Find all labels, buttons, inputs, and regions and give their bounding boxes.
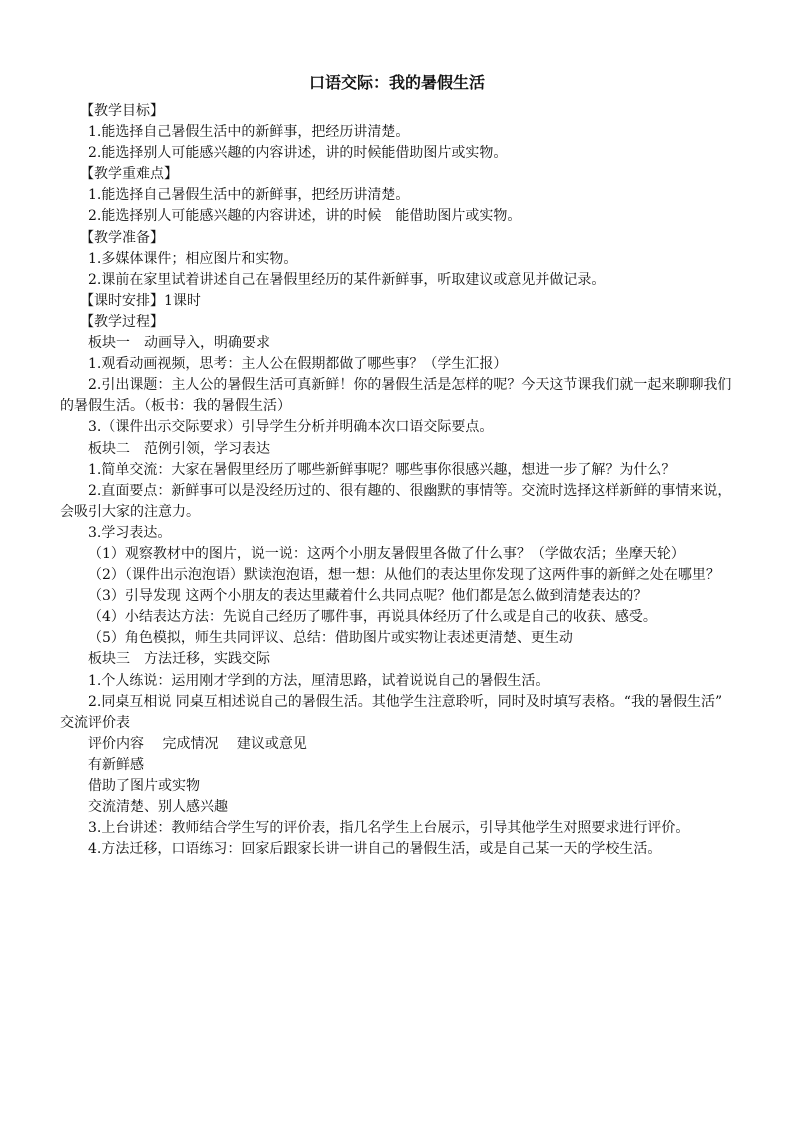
paragraph-line: （3）引导发现 这两个小朋友的表达里藏着什么共同点呢？他们都是怎么做到清楚表达的？ [88, 588, 648, 605]
paragraph-line: 板块一 动画导入，明确要求 [88, 335, 270, 352]
document-title: 口语交际：我的暑假生活 [308, 73, 485, 92]
paragraph-line: 1.多媒体课件；相应图片和实物。 [88, 250, 298, 267]
paragraph-line: （1）观察教材中的图片，说一说：这两个小朋友暑假里各做了什么事？（学做农活；坐摩天轮） [88, 545, 685, 562]
paragraph-line: （2）（课件出示泡泡语）默读泡泡语，想一想：从他们的表达里你发现了这两件事的新鲜之处在哪里？ [88, 567, 720, 584]
paragraph-line: 有新鲜感 [88, 756, 144, 773]
section-heading: 【教学目标】 [80, 103, 164, 119]
paragraph-line: 2.引出课题：主人公的暑假生活可真新鲜！你的暑假生活是怎样的呢？今天这节课我们就一起来聊聊我们的暑假生活。（板书：我的暑假生活） [60, 377, 732, 415]
paragraph-line: 评价内容 完成情况 建议或意见 [88, 735, 307, 752]
document-body [60, 101, 734, 860]
paragraph-line: 2.课前在家里试着讲述自己在暑假里经历的某件新鲜事，听取建议或意见并做记录。 [88, 271, 606, 288]
paragraph-line: 3.学习表达。 [88, 524, 172, 541]
section-heading: 【教学准备】 [80, 229, 164, 246]
paragraph-line: 1.能选择自己暑假生活中的新鲜事，把经历讲清楚。 [88, 187, 410, 204]
paragraph-line: 借助了图片或实物 [88, 778, 200, 794]
section-heading: 【教学过程】 [80, 313, 164, 330]
paragraph-line: 2.直面要点：新鲜事可以是没经历过的、很有趣的、很幽默的事情等。交流时选择这样新鲜的事情来说，会吸引大家的注意力。 [60, 482, 732, 520]
paragraph-line: 1.简单交流：大家在暑假里经历了哪些新鲜事呢？哪些事你很感兴趣，想进一步了解？为什么？ [88, 461, 676, 478]
section-heading: 【教学重难点】 [80, 166, 178, 183]
paragraph-line: 板块二 范例引领，学习表达 [88, 440, 270, 457]
paragraph-line: 板块三 方法迁移，实践交际 [88, 651, 270, 668]
section-heading: 【课时安排】1课时 [80, 292, 201, 309]
paragraph-line: 3.（课件出示交际要求）引导学生分析并明确本次口语交际要点。 [88, 419, 494, 436]
paragraph-line: 1.能选择自己暑假生活中的新鲜事，把经历讲清楚。 [88, 124, 410, 141]
paragraph-line: 4.方法迁移，口语练习：回家后跟家长讲一讲自己的暑假生活，或是自己某一天的学校生活。 [88, 841, 662, 858]
paragraph-line: （4）小结表达方法：先说自己经历了哪件事，再说具体经历了什么或是自己的收获、感受。 [88, 609, 657, 626]
paragraph-line: 1.观看动画视频，思考：主人公在假期都做了哪些事？（学生汇报） [88, 356, 508, 373]
paragraph-line: 交流清楚、别人感兴趣 [88, 799, 228, 816]
paragraph-line: 2.能选择别人可能感兴趣的内容讲述，讲的时候能借助图片或实物。 [88, 145, 508, 162]
paragraph-line: 2.同桌互相说 同桌互相述说自己的暑假生活。其他学生注意聆听，同时及时填写表格。“我的暑假生活” 交流评价表 [60, 693, 723, 731]
paragraph-line: 1.个人练说：运用刚才学到的方法，厘清思路，试着说说自己的暑假生活。 [88, 672, 550, 689]
paragraph-line: 2.能选择别人可能感兴趣的内容讲述，讲的时候 能借助图片或实物。 [88, 208, 522, 225]
paragraph-line: （5）角色模拟，师生共同评议、总结：借助图片或实物让表述更清楚、更生动 [88, 630, 573, 647]
paragraph-line: 3.上台讲述：教师结合学生写的评价表，指几名学生上台展示，引导其他学生对照要求进行评价。 [88, 820, 690, 837]
